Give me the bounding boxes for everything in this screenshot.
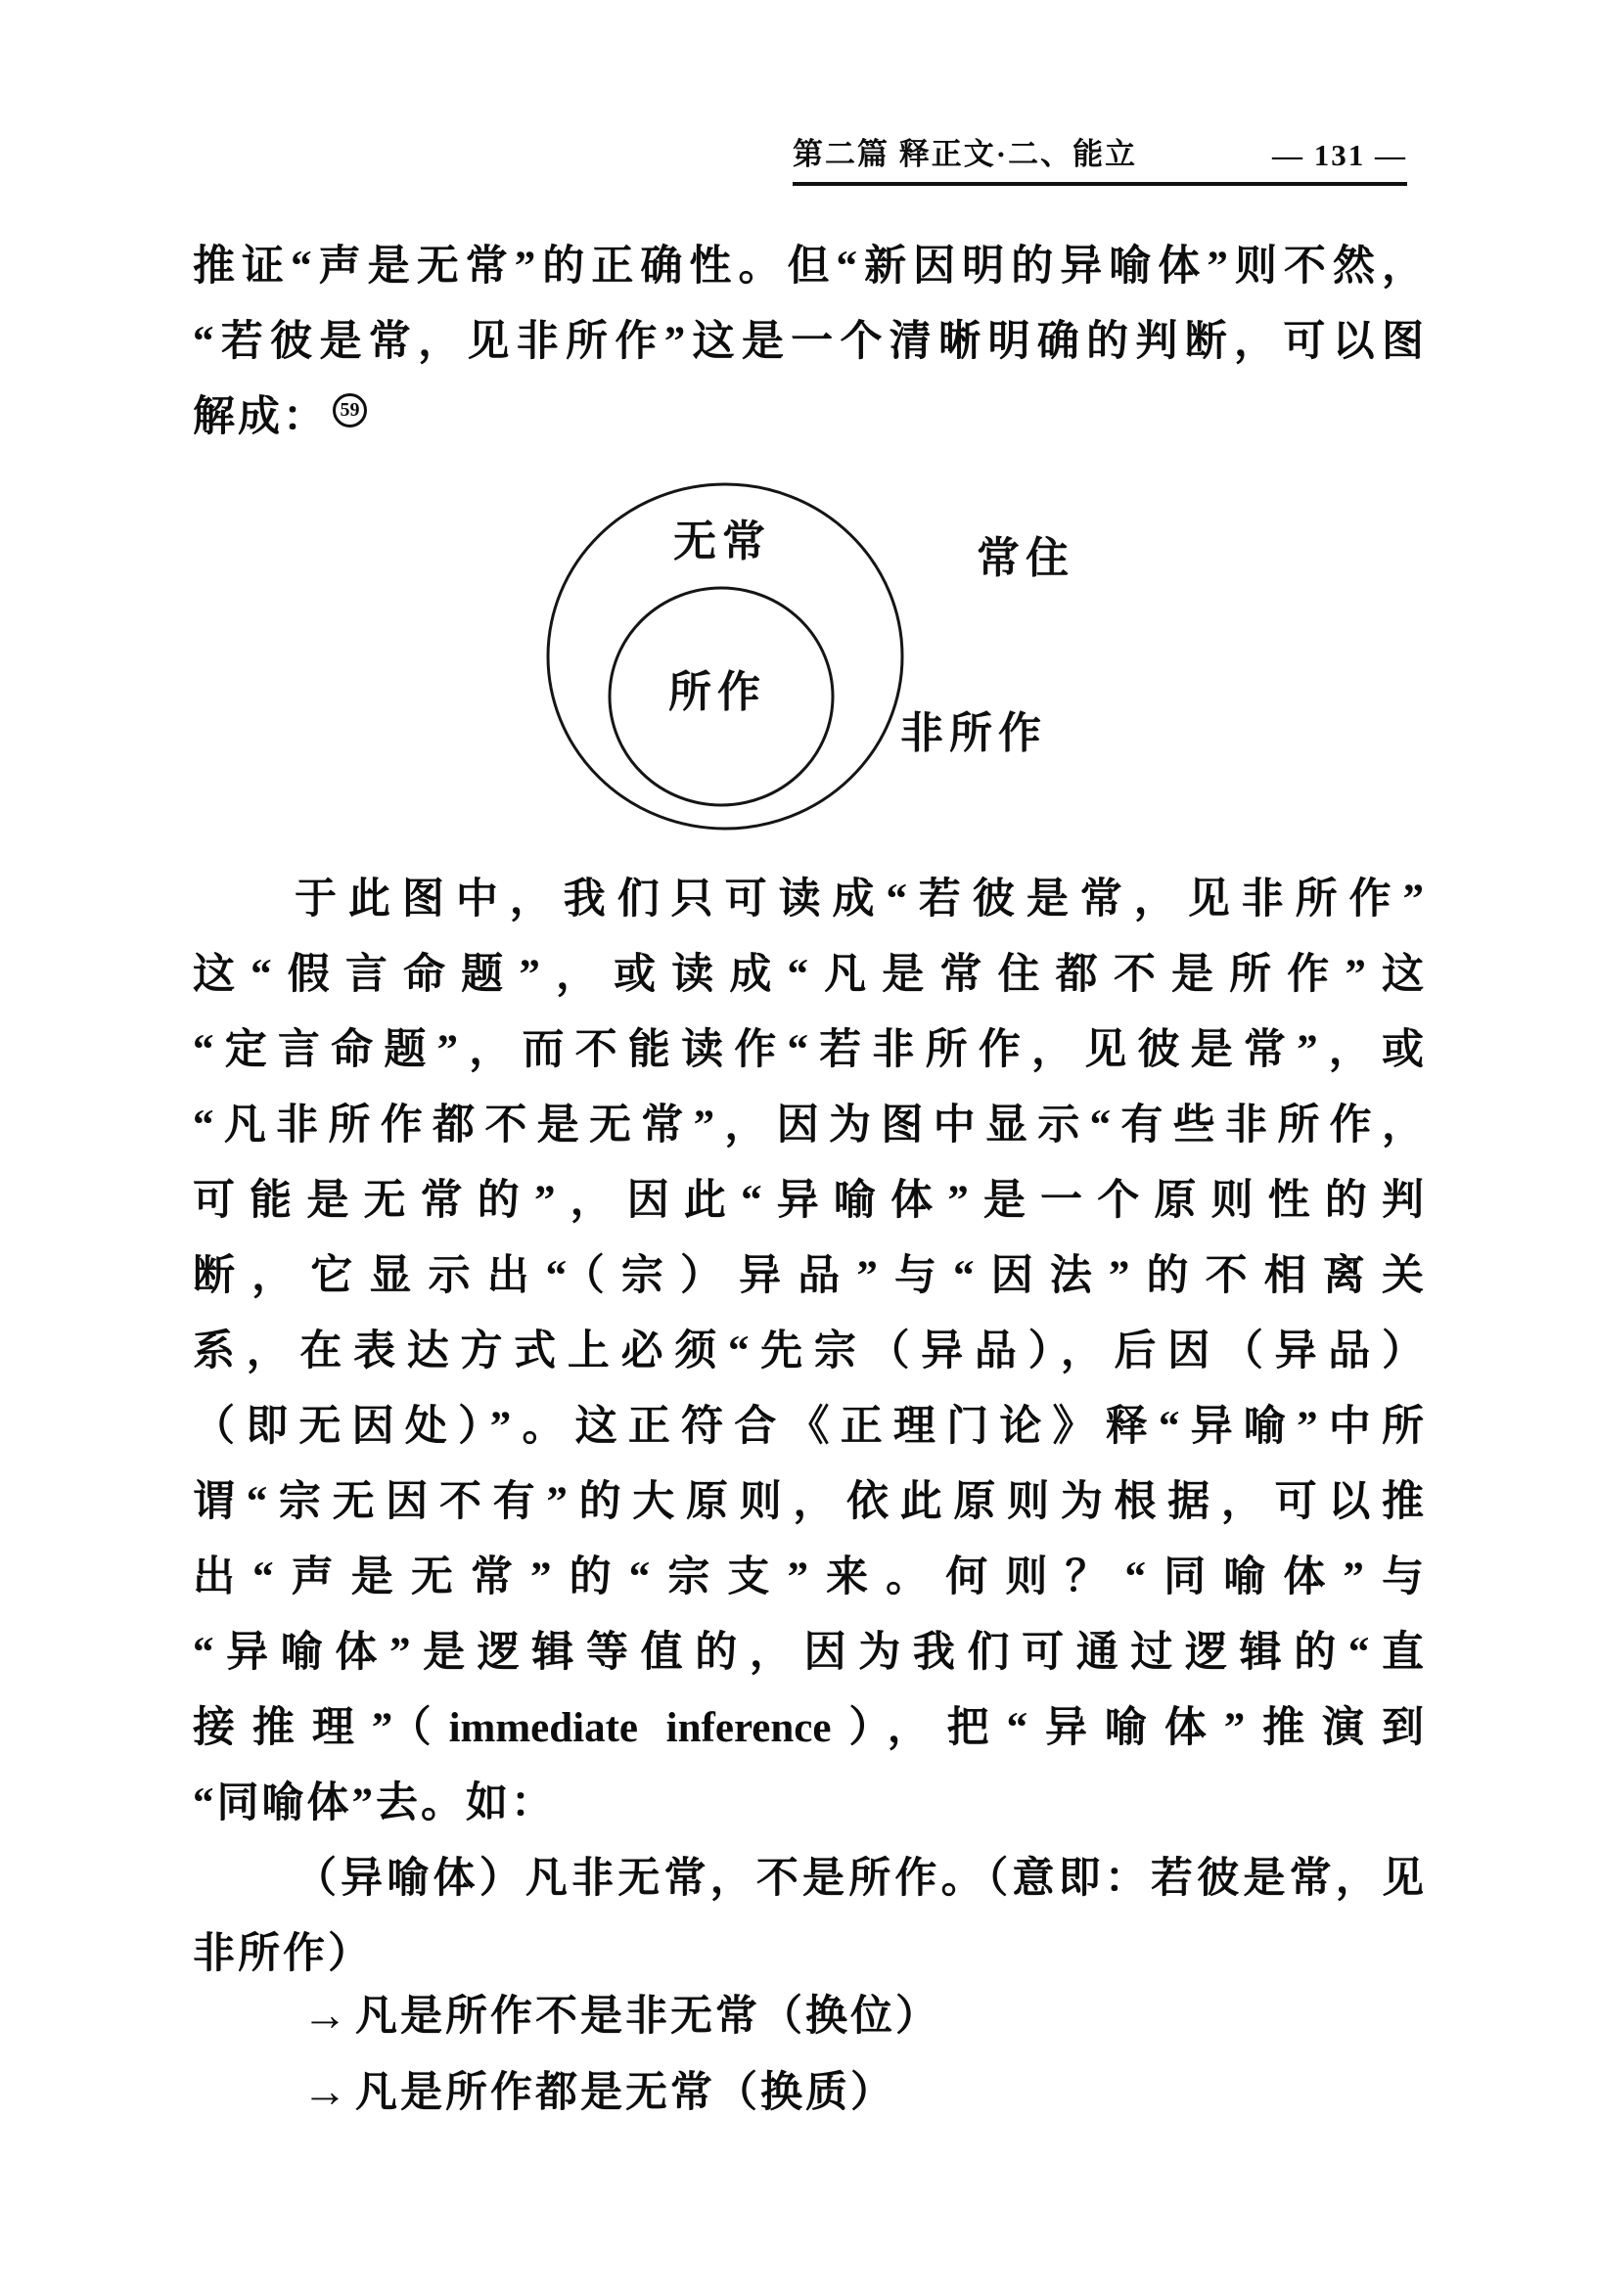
derivation-text: 凡是所作都是无常（换质）: [355, 2070, 895, 2116]
derivation-line: [193, 1977, 1533, 2052]
page-header: [793, 129, 1407, 186]
text-line: 出“声是无常”的“宗支”来。何则？“同喻体”与: [193, 1554, 1424, 1600]
text-line: 推证“声是无常”的正确性。但“新因明的异喻体”则不然，: [193, 244, 1424, 290]
text-line: 系，在表达方式上必须“先宗（异品），后因（异品）: [193, 1328, 1424, 1374]
running-title: 第二篇 释正文·二、能立: [793, 137, 1138, 171]
text-line: 接推理”（immediate inference），把“异喻体”推演到: [193, 1705, 1424, 1751]
footnote-ref-59: 59: [333, 393, 367, 428]
text-line: “凡非所作都不是无常”，因为图中显示“有些非所作，: [193, 1103, 1424, 1148]
derivation-line: [193, 2053, 1533, 2129]
text-line: “若彼是常，见非所作”这是一个清晰明确的判断，可以图: [193, 319, 1424, 365]
text-line: 这“假言命题”，或读成“凡是常住都不是所作”这: [193, 952, 1424, 998]
venn-diagram: [528, 465, 1116, 846]
derivation-text: 凡是所作不是非无常（换位）: [355, 1994, 940, 2040]
page-number: — 131 —: [1272, 138, 1407, 172]
text-line: （异喻体）凡非无常，不是所作。（意即：若彼是常，见: [295, 1856, 1424, 1902]
text-line: 非所作）: [193, 1931, 373, 1977]
right-arrow-icon: →: [302, 2066, 347, 2116]
text-line: 断，它显示出“（宗）异品”与“因法”的不相离关: [193, 1253, 1424, 1299]
outside-top-label: 常住: [977, 534, 1074, 582]
right-arrow-icon: →: [302, 1990, 347, 2040]
text-line: “异喻体”是逻辑等值的，因为我们可通过逻辑的“直: [193, 1630, 1424, 1676]
text-line: 可能是无常的”，因此“异喻体”是一个原则性的判: [193, 1178, 1424, 1224]
text-line: [193, 380, 1424, 455]
outside-bottom-label: 非所作: [900, 709, 1047, 757]
text-line: “同喻体”去。如：: [193, 1780, 556, 1826]
text-line: “定言命题”，而不能读作“若非所作，见彼是常”，或: [193, 1027, 1424, 1073]
text-line: （即无因处）”。这正符合《正理门论》释“异喻”中所: [193, 1404, 1424, 1450]
inner-circle-label: 所作: [668, 668, 766, 716]
text-line: 于此图中，我们只可读成“若彼是常，见非所作”: [295, 877, 1424, 923]
text-line-label: 解成：: [193, 394, 328, 440]
text-line: 谓“宗无因不有”的大原则，依此原则为根据，可以推: [193, 1479, 1424, 1525]
outer-circle-label: 无常: [673, 518, 771, 565]
